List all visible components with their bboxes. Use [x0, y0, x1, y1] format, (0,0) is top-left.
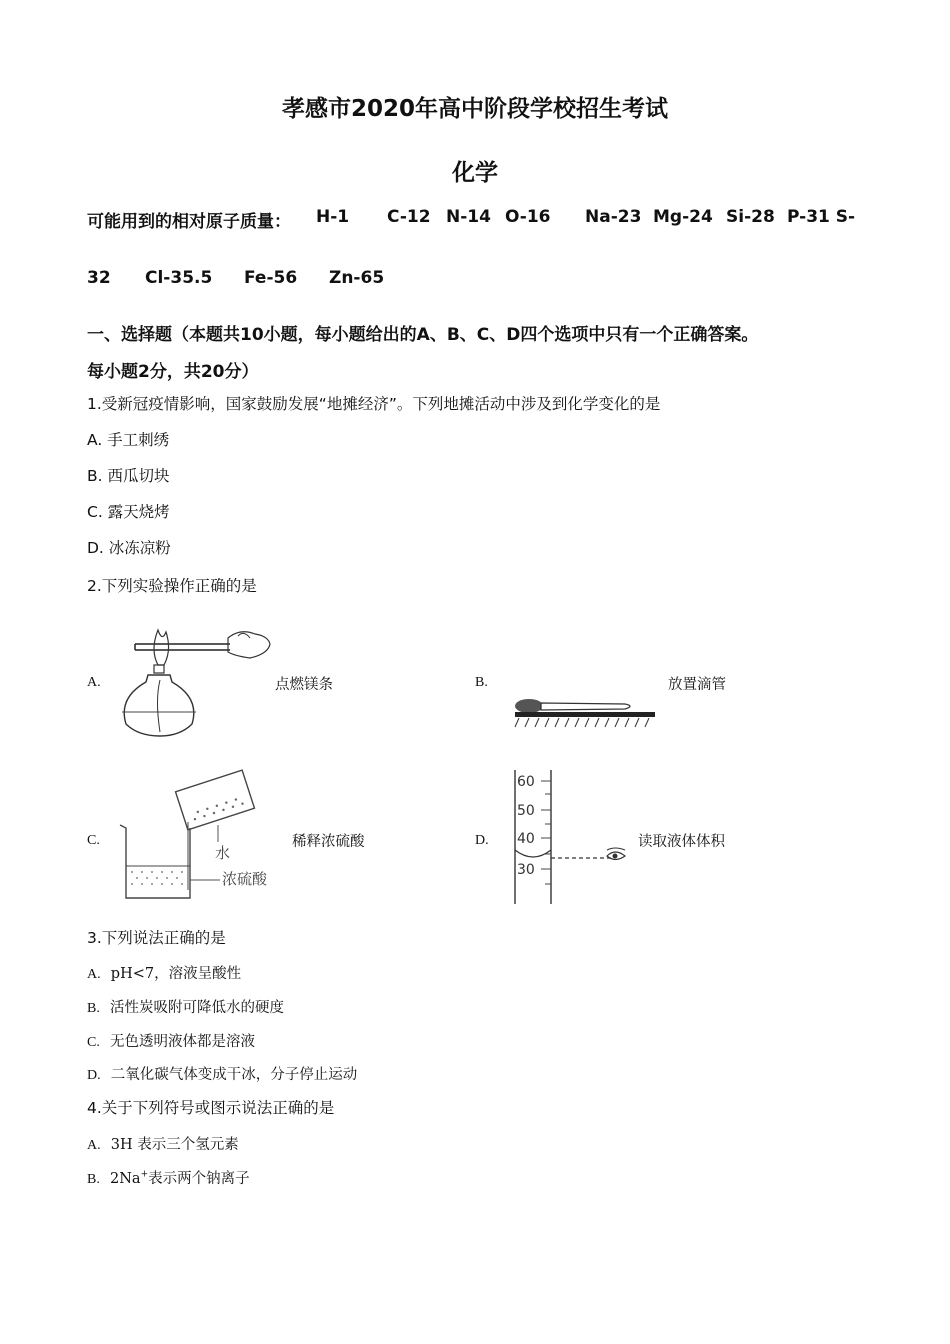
conc-acid-label: 浓硫酸 [222, 870, 268, 888]
question-3-option-c: C. 无色透明液体都是溶液 [87, 1034, 256, 1050]
exam-title: 孝感市2020年高中阶段学校招生考试 [281, 96, 668, 122]
tick-label: 40 [517, 831, 535, 847]
question-4-option-a: A. 3H 表示三个氢元素 [87, 1137, 239, 1153]
figure-b-caption: 放置滴管 [668, 677, 726, 693]
alcohol-lamp-magnesium-figure [110, 620, 280, 740]
figure-d-caption: 读取液体体积 [638, 834, 725, 850]
dilute-acid-figure [110, 770, 300, 910]
figure-a-caption: 点燃镁条 [275, 677, 333, 693]
atomic-mass-item: Zn-65 [329, 268, 385, 288]
atomic-mass-item: O-16 [505, 207, 551, 227]
atomic-mass-item: Si-28 [726, 207, 775, 227]
atomic-mass-label: 可能用到的相对原子质量： [87, 212, 291, 232]
question-1-option-c: C. 露天烧烤 [87, 503, 170, 521]
question-3-option-b: B. 活性炭吸附可降低水的硬度 [87, 1000, 285, 1016]
atomic-mass-item: Mg-24 [653, 207, 713, 227]
water-label: 水 [215, 844, 231, 862]
question-1-option-a: A. 手工刺绣 [87, 431, 170, 449]
question-4-stem: 4.关于下列符号或图示说法正确的是 [87, 1099, 335, 1117]
atomic-mass-item: H-1 [316, 207, 350, 227]
question-4-option-b: B. 2Na+表示两个钠离子 [87, 1169, 250, 1187]
tick-label: 30 [517, 862, 535, 878]
atomic-mass-item: Fe-56 [244, 268, 298, 288]
figure-d-letter: D. [475, 833, 489, 848]
question-1-option-d: D. 冰冻凉粉 [87, 539, 171, 557]
figure-c-letter: C. [87, 833, 100, 848]
atomic-mass-item: N-14 [446, 207, 491, 227]
question-3-option-d: D. 二氧化碳气体变成干冰，分子停止运动 [87, 1067, 358, 1083]
subject-title: 化学 [452, 160, 498, 186]
question-2-stem: 2.下列实验操作正确的是 [87, 577, 257, 595]
atomic-mass-item: Cl-35.5 [145, 268, 213, 288]
section-heading-line1: 一、选择题（本题共10小题，每小题给出的A、B、C、D四个选项中只有一个正确答案。 [87, 325, 759, 345]
question-1-stem: 1.受新冠疫情影响，国家鼓励发展“地摊经济”。下列地摊活动中涉及到化学变化的是 [87, 395, 661, 413]
figure-b-letter: B. [475, 675, 488, 690]
section-heading-line2: 每小题2分，共20分） [87, 362, 259, 382]
atomic-mass-item: P-31 S- [787, 207, 856, 227]
question-3-stem: 3.下列说法正确的是 [87, 929, 226, 947]
question-1-option-b: B. 西瓜切块 [87, 467, 170, 485]
tick-label: 50 [517, 803, 535, 819]
tick-label: 60 [517, 774, 535, 790]
atomic-mass-item: 32 [87, 268, 111, 288]
graduated-cylinder-figure [505, 768, 645, 908]
figure-c-caption: 稀释浓硫酸 [292, 834, 365, 850]
atomic-mass-item: C-12 [387, 207, 431, 227]
question-3-option-a: A. pH<7，溶液呈酸性 [87, 966, 242, 982]
dropper-on-table-figure [505, 695, 665, 735]
atomic-mass-item: Na-23 [585, 207, 642, 227]
figure-a-letter: A. [87, 675, 101, 690]
